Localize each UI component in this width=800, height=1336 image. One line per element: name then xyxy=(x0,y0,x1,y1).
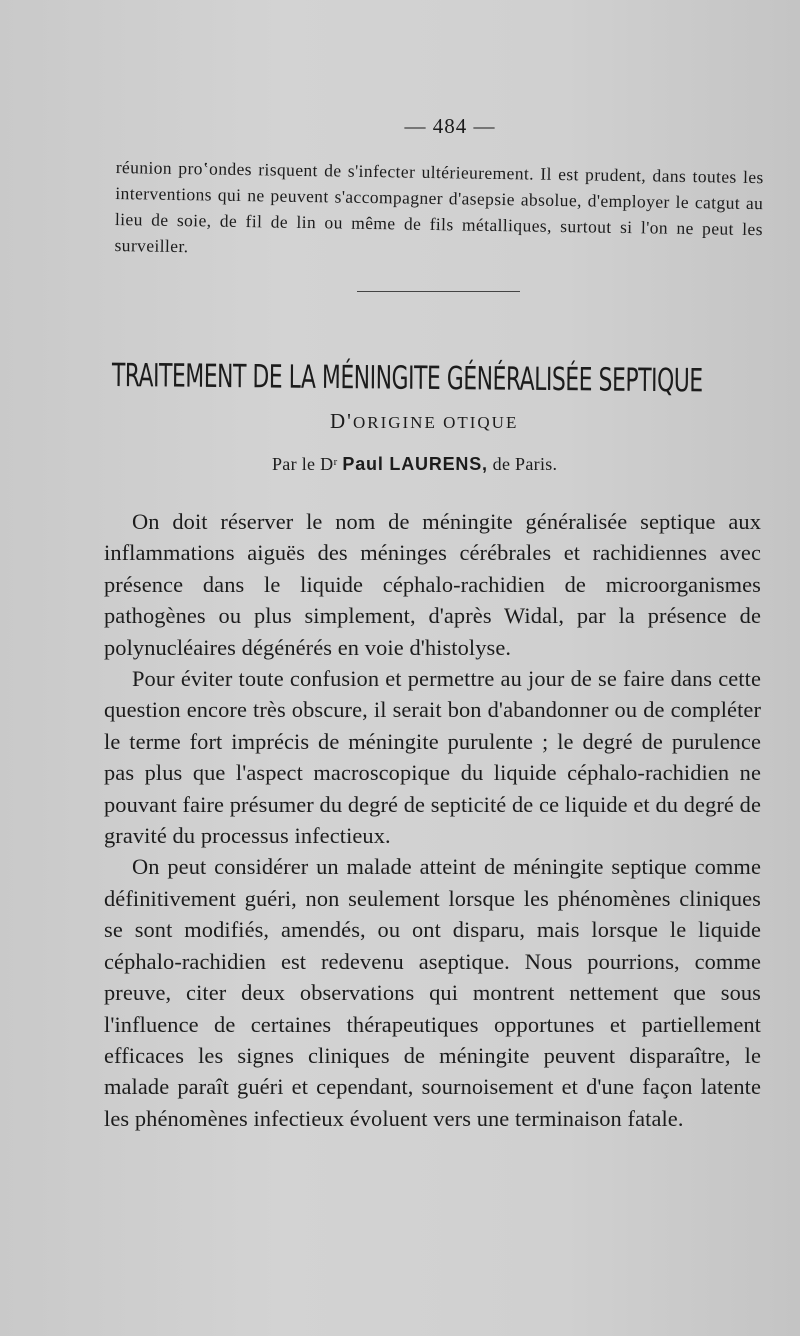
paragraph-3: On peut considérer un malade atteint de méningite septique comme définitivement guéri, non seulement lorsque les phénomènes cliniques se sont modifiés, amendés, ou ont disparu, mais lorsque le liquide céphalo-rachidien est redevenu aseptique. Nous pourrions, comme preuve, citer deux observations qui montrent nettement que sous l'influence de certaines thérapeutiques opportunes et partiellement efficaces les signes cliniques de méningite peuvent disparaître, le malade paraît guéri et cependant, sournoisement et d'une façon latente les phénomènes infectieux évoluent vers une terminaison fatale. xyxy=(104,854,761,1131)
article-subtitle xyxy=(330,409,518,434)
article-title: TRAITEMENT DE LA MÉNINGITE GÉNÉRALISÉE SEPTIQUE xyxy=(111,356,703,400)
paragraph-2: Pour éviter toute confusion et permettre au jour de se faire dans cette question encore très obscure, il serait bon d'abandonner ou de compléter le terme fort imprécis de méningite purulente ; le degré de purulence pas plus que l'aspect macroscopique du liquide céphalo-rachidien ne pouvant faire présumer du degré de septicité de ce liquide et du degré de gravité du processus infectieux. xyxy=(104,666,761,849)
article-body xyxy=(104,506,761,1134)
author-name: Paul LAURENS, xyxy=(342,454,488,474)
subtitle-rest: ORIGINE OTIQUE xyxy=(352,413,519,432)
byline xyxy=(272,454,557,475)
paragraph-1: On doit réserver le nom de méningite généralisée septique aux inflammations aiguës des méninges cérébrales et rachidiennes avec présence dans le liquide céphalo-rachidien de microorganismes pathogènes ou plus simplement, d'après Widal, par la présence de polynucléaires dégénérés en voie d'histolyse. xyxy=(104,509,761,660)
page-number: — 484 — xyxy=(404,114,496,138)
byline-suffix: de Paris. xyxy=(492,454,558,474)
subtitle-prefix: D' xyxy=(330,409,353,433)
byline-prefix: Par le Dʳ xyxy=(272,454,338,474)
section-divider xyxy=(357,291,520,292)
previous-article-ending: réunion proʽondes risquent de s'infecter ultérieurement. Il est prudent, dans toutes les interventions qui ne peuvent s'accompagner d'asepsie absolue, d'employer le catgut au lieu de soie, de fil de lin ou même de fils métalliques, surtout si l'on ne peut les surveiller. xyxy=(114,156,764,257)
